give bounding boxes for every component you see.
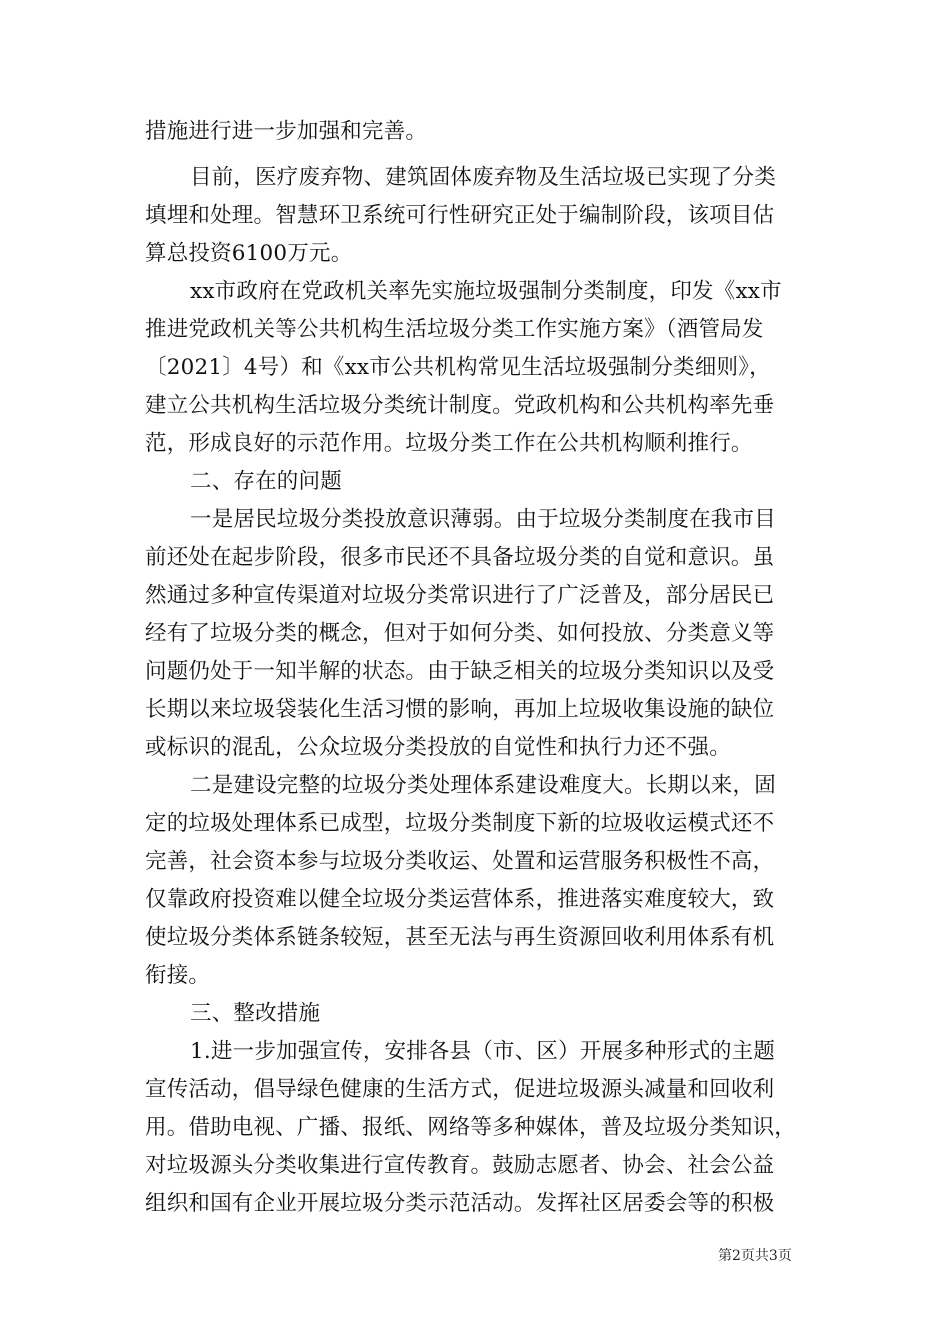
text-line: 建立公共机构生活垃圾分类统计制度。党政机构和公共机构率先垂	[145, 393, 775, 418]
text-line: 填埋和处理。智慧环卫系统可行性研究正处于编制阶段，该项目估	[145, 203, 775, 228]
text-line: 算总投资6100万元。	[145, 241, 353, 266]
text-line: 定的垃圾处理体系已成型，垃圾分类制度下新的垃圾收运模式还不	[145, 811, 775, 836]
text-line: 完善，社会资本参与垃圾分类收运、处置和运营服务积极性不高，	[145, 849, 775, 874]
text-line: 组织和国有企业开展垃圾分类示范活动。发挥社区居委会等的积极	[145, 1191, 775, 1216]
text-line: 二是建设完整的垃圾分类处理体系建设难度大。长期以来，固	[190, 773, 776, 798]
text-line: 仅靠政府投资难以健全垃圾分类运营体系，推进落实难度较大，致	[145, 887, 775, 912]
text-line: 一是居民垃圾分类投放意识薄弱。由于垃圾分类制度在我市目	[190, 507, 776, 532]
text-line: 范，形成良好的示范作用。垃圾分类工作在公共机构顺利推行。	[145, 431, 753, 456]
text-line: 宣传活动，倡导绿色健康的生活方式，促进垃圾源头减量和回收利	[145, 1077, 775, 1102]
section-heading: 二、存在的问题	[190, 469, 342, 494]
text-line: 1.进一步加强宣传，安排各县（市、区）开展多种形式的主题	[190, 1039, 776, 1064]
text-line: 经有了垃圾分类的概念，但对于如何分类、如何投放、分类意义等	[145, 621, 775, 646]
text-line: 使垃圾分类体系链条较短，甚至无法与再生资源回收利用体系有机	[145, 925, 775, 950]
text-line: 然通过多种宣传渠道对垃圾分类常识进行了广泛普及，部分居民已	[145, 583, 775, 608]
text-line: 对垃圾源头分类收集进行宣传教育。鼓励志愿者、协会、社会公益	[145, 1153, 775, 1178]
text-line: 衔接。	[145, 963, 211, 988]
text-line: 问题仍处于一知半解的状态。由于缺乏相关的垃圾分类知识以及受	[145, 659, 775, 684]
text-line: 措施进行进一步加强和完善。	[145, 119, 428, 144]
text-line: 推进党政机关等公共机构生活垃圾分类工作实施方案》（酒管局发	[145, 317, 764, 342]
page-number: 第2页共3页	[718, 1248, 792, 1264]
text-line: 或标识的混乱，公众垃圾分类投放的自觉性和执行力还不强。	[145, 735, 731, 760]
text-line: 长期以来垃圾袋装化生活习惯的影响，再加上垃圾收集设施的缺位	[145, 697, 775, 722]
text-line: xx市政府在党政机关率先实施垃圾强制分类制度，印发《xx市	[190, 279, 782, 304]
section-heading: 三、整改措施	[190, 1001, 321, 1026]
text-line: 前还处在起步阶段，很多市民还不具备垃圾分类的自觉和意识。虽	[145, 545, 775, 570]
text-line: 用。借助电视、广播、报纸、网络等多种媒体，普及垃圾分类知识，	[145, 1115, 797, 1140]
text-line: 〔2021〕4号）和《xx市公共机构常见生活垃圾强制分类细则》，	[145, 355, 771, 380]
text-line: 目前，医疗废弃物、建筑固体废弃物及生活垃圾已实现了分类	[190, 165, 776, 190]
